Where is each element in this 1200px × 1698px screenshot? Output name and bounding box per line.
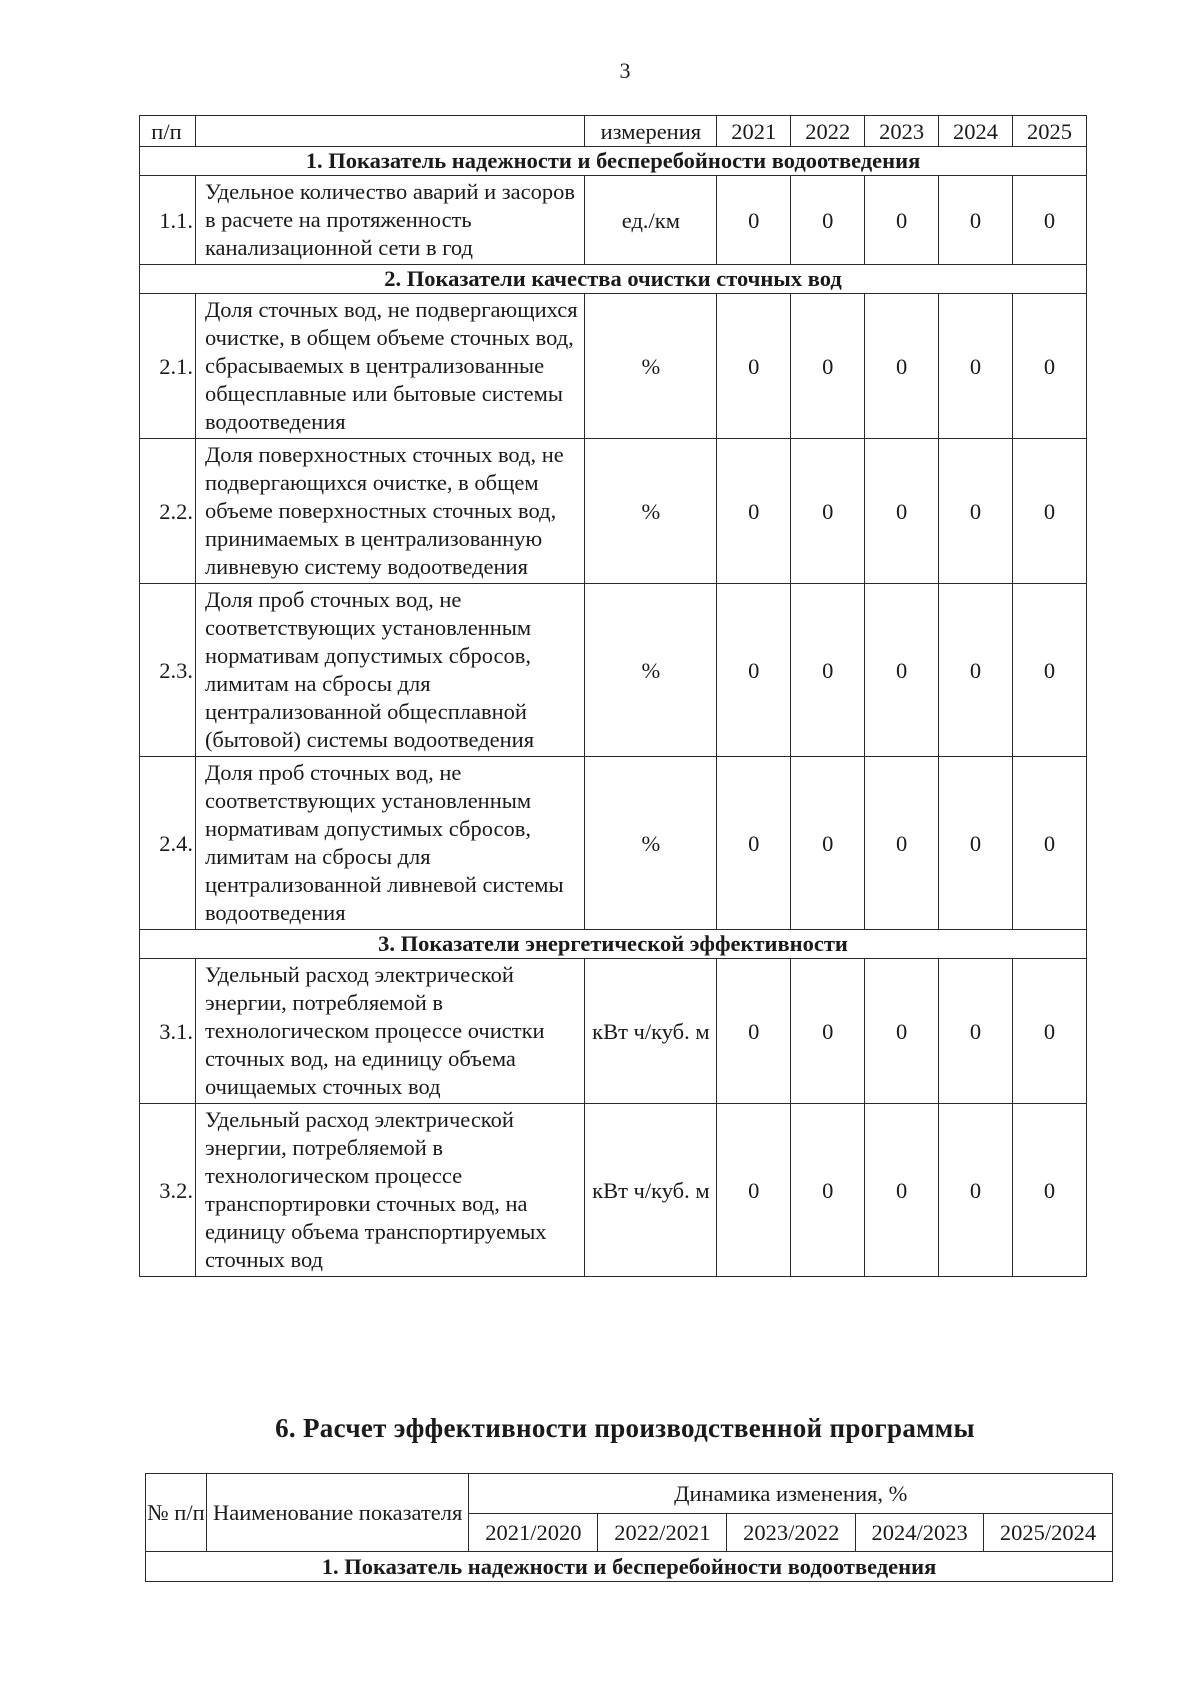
unit-header: измерения xyxy=(585,116,717,147)
value-cell: 0 xyxy=(865,959,939,1104)
section-title: 3. Показатели энергетической эффективности xyxy=(140,930,1087,959)
efficiency-header-row xyxy=(146,1474,1113,1514)
value-cell: 0 xyxy=(791,584,865,757)
section-title: 1. Показатель надежности и бесперебойности водоотведения xyxy=(146,1552,1113,1582)
year-header: 2025 xyxy=(1013,116,1087,147)
section-row xyxy=(146,1552,1113,1582)
table-row xyxy=(140,176,1087,265)
indicator-name: Доля поверхностных сточных вод, не подвергающихся очистке, в общем объеме поверхностных сточных вод, принимаемых в централизованную ливневую систему водоотведения xyxy=(195,439,584,584)
row-number: 2.1. xyxy=(140,294,196,439)
value-cell: 0 xyxy=(1013,439,1087,584)
table-row xyxy=(140,439,1087,584)
unit-cell: % xyxy=(585,439,717,584)
indicator-name: Доля проб сточных вод, не соответствующих установленным нормативам допустимых сбросов, лимитам на сбросы для централизованной общесплавной (бытовой) системы водоотведения xyxy=(195,584,584,757)
value-cell: 0 xyxy=(865,176,939,265)
indicators-table xyxy=(139,115,1087,1277)
row-number: 1.1. xyxy=(140,176,196,265)
value-cell: 0 xyxy=(1013,176,1087,265)
value-cell: 0 xyxy=(791,1104,865,1277)
dynamics-header: Динамика изменения, % xyxy=(469,1474,1113,1514)
unit-cell: % xyxy=(585,584,717,757)
name-header xyxy=(195,116,584,147)
value-cell: 0 xyxy=(939,959,1013,1104)
value-cell: 0 xyxy=(791,439,865,584)
table-row xyxy=(140,757,1087,930)
table-row xyxy=(140,1104,1087,1277)
value-cell: 0 xyxy=(865,1104,939,1277)
value-cell: 0 xyxy=(939,584,1013,757)
year-header: 2021 xyxy=(717,116,791,147)
value-cell: 0 xyxy=(1013,584,1087,757)
row-number: 2.3. xyxy=(140,584,196,757)
section-title: 2. Показатели качества очистки сточных вод xyxy=(140,265,1087,294)
year-header: 2023 xyxy=(865,116,939,147)
unit-cell: кВт ч/куб. м xyxy=(585,959,717,1104)
value-cell: 0 xyxy=(865,294,939,439)
indicator-name: Удельный расход электрической энергии, потребляемой в технологическом процессе транспортировки сточных вод, на единицу объема транспортируемых сточных вод xyxy=(195,1104,584,1277)
period-header: 2025/2024 xyxy=(984,1514,1113,1552)
indicator-name: Удельное количество аварий и засоров в расчете на протяженность канализационной сети в год xyxy=(195,176,584,265)
value-cell: 0 xyxy=(865,439,939,584)
row-number: 2.4. xyxy=(140,757,196,930)
value-cell: 0 xyxy=(1013,757,1087,930)
value-cell: 0 xyxy=(717,584,791,757)
section-row xyxy=(140,930,1087,959)
indicator-name: Удельный расход электрической энергии, потребляемой в технологическом процессе очистки сточных вод, на единицу объема очищаемых сточных вод xyxy=(195,959,584,1104)
efficiency-num-header: № п/п xyxy=(146,1474,207,1552)
year-header: 2024 xyxy=(939,116,1013,147)
value-cell: 0 xyxy=(717,176,791,265)
period-header: 2022/2021 xyxy=(598,1514,727,1552)
row-number: 3.1. xyxy=(140,959,196,1104)
section-title: 1. Показатель надежности и бесперебойности водоотведения xyxy=(140,147,1087,176)
value-cell: 0 xyxy=(939,757,1013,930)
value-cell: 0 xyxy=(865,757,939,930)
value-cell: 0 xyxy=(791,294,865,439)
indicator-name: Доля сточных вод, не подвергающихся очистке, в общем объеме сточных вод, сбрасываемых в централизованные общесплавные или бытовые системы водоотведения xyxy=(195,294,584,439)
value-cell: 0 xyxy=(717,439,791,584)
section-6-heading: 6. Расчет эффективности производственной программы xyxy=(275,1413,975,1443)
table-row xyxy=(140,959,1087,1104)
value-cell: 0 xyxy=(791,176,865,265)
value-cell: 0 xyxy=(791,757,865,930)
table-header-row xyxy=(140,116,1087,147)
page-number: 3 xyxy=(619,58,631,83)
row-number: 3.2. xyxy=(140,1104,196,1277)
indicator-name: Доля проб сточных вод, не соответствующих установленным нормативам допустимых сбросов, лимитам на сбросы для централизованной ливневой системы водоотведения xyxy=(195,757,584,930)
unit-cell: % xyxy=(585,757,717,930)
value-cell: 0 xyxy=(717,959,791,1104)
efficiency-name-header: Наименование показателя xyxy=(206,1474,469,1552)
value-cell: 0 xyxy=(939,439,1013,584)
value-cell: 0 xyxy=(939,176,1013,265)
period-header: 2024/2023 xyxy=(856,1514,984,1552)
unit-cell: % xyxy=(585,294,717,439)
year-header: 2022 xyxy=(791,116,865,147)
table-row xyxy=(140,584,1087,757)
value-cell: 0 xyxy=(939,1104,1013,1277)
value-cell: 0 xyxy=(717,294,791,439)
value-cell: 0 xyxy=(1013,1104,1087,1277)
value-cell: 0 xyxy=(717,757,791,930)
row-number: 2.2. xyxy=(140,439,196,584)
section-row xyxy=(140,265,1087,294)
table-row xyxy=(140,294,1087,439)
value-cell: 0 xyxy=(717,1104,791,1277)
period-header: 2021/2020 xyxy=(469,1514,598,1552)
unit-cell: кВт ч/куб. м xyxy=(585,1104,717,1277)
value-cell: 0 xyxy=(1013,959,1087,1104)
value-cell: 0 xyxy=(939,294,1013,439)
period-header: 2023/2022 xyxy=(727,1514,856,1552)
value-cell: 0 xyxy=(865,584,939,757)
value-cell: 0 xyxy=(1013,294,1087,439)
value-cell: 0 xyxy=(791,959,865,1104)
efficiency-table xyxy=(145,1473,1113,1582)
section-row xyxy=(140,147,1087,176)
unit-cell: ед./км xyxy=(585,176,717,265)
num-header: п/п xyxy=(140,116,196,147)
